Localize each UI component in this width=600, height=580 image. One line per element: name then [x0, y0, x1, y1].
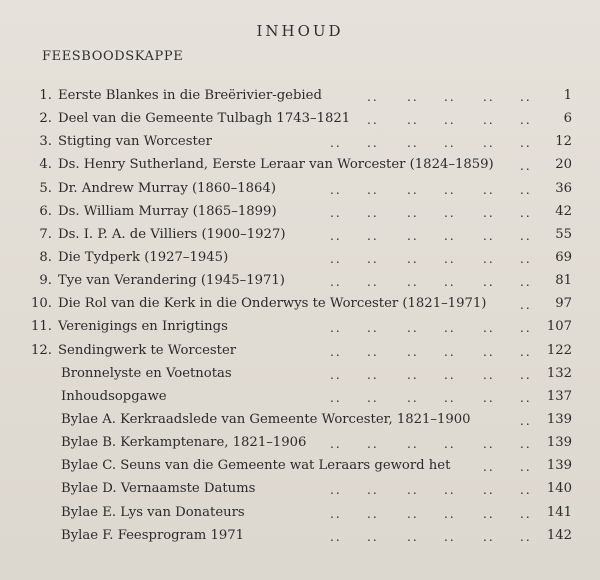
- leader-dot: ..: [444, 483, 456, 498]
- leader-dot: ..: [330, 136, 342, 151]
- leader-dot: ..: [367, 506, 379, 521]
- toc-entry: [0, 200, 600, 223]
- entry-title: Die Tydperk (1927–1945): [58, 249, 229, 265]
- toc-entry: [0, 223, 600, 246]
- leader-dot: ..: [407, 136, 419, 151]
- toc-entry: [0, 385, 600, 408]
- entry-title: Stigting van Worcester: [58, 134, 212, 150]
- leader-dot: ..: [407, 437, 419, 452]
- entry-page-number: 42: [555, 203, 572, 219]
- entry-page-number: 12: [555, 134, 572, 150]
- leader-dot: ..: [444, 506, 456, 521]
- entry-page-number: 140: [546, 481, 572, 497]
- entry-title: Bylae E. Lys van Donateurs: [61, 504, 245, 520]
- leader-dot: ..: [483, 90, 495, 104]
- leader-dot: ..: [444, 275, 456, 290]
- leader-dot: ..: [330, 390, 342, 405]
- entry-number: 4.: [39, 157, 52, 173]
- table-of-contents: [0, 84, 600, 547]
- leader-dot: ..: [520, 228, 532, 243]
- entry-title: Bylae B. Kerkamptenare, 1821–1906: [61, 435, 307, 451]
- leader-dot: ..: [520, 390, 532, 405]
- leader-dot: ..: [367, 529, 379, 544]
- leader-dot: ..: [520, 136, 532, 151]
- leader-dot: ..: [444, 344, 456, 359]
- section-title: FEESBOODSKAPPE: [42, 49, 184, 64]
- toc-entry: [0, 408, 600, 431]
- entry-page-number: 20: [555, 157, 572, 173]
- entry-number: 5.: [39, 180, 52, 196]
- leader-dot: ..: [520, 367, 532, 382]
- toc-entry: [0, 292, 600, 315]
- leader-dot: ..: [330, 251, 342, 266]
- leader-dot: ..: [483, 113, 495, 128]
- leader-dot: ..: [330, 205, 342, 220]
- leader-dot: ..: [367, 113, 379, 128]
- entry-title: Verenigings en Inrigtings: [58, 319, 228, 335]
- toc-entry: [0, 477, 600, 500]
- leader-dot: ..: [444, 251, 456, 266]
- entry-number: 10.: [31, 296, 52, 312]
- entry-page-number: 132: [546, 365, 572, 381]
- entry-page-number: 69: [555, 249, 572, 265]
- leader-dot: ..: [330, 437, 342, 452]
- leader-dot: ..: [483, 228, 495, 243]
- entry-number: 9.: [39, 273, 52, 289]
- leader-dot: ..: [330, 483, 342, 498]
- leader-dot: ..: [407, 251, 419, 266]
- toc-entry: [0, 315, 600, 338]
- leader-dot: ..: [444, 390, 456, 405]
- leader-dot: ..: [407, 205, 419, 220]
- entry-page-number: 1: [563, 88, 572, 103]
- leader-dot: ..: [407, 182, 419, 197]
- leader-dot: ..: [367, 90, 379, 104]
- leader-dot: ..: [367, 228, 379, 243]
- leader-dot: ..: [520, 159, 532, 174]
- entry-page-number: 36: [555, 180, 572, 196]
- toc-entry: [0, 269, 600, 292]
- leader-dot: ..: [407, 321, 419, 336]
- leader-dot: ..: [330, 367, 342, 382]
- toc-entry: [0, 524, 600, 547]
- leader-dot: ..: [330, 275, 342, 290]
- entry-number: 6.: [39, 203, 52, 219]
- entry-page-number: 139: [546, 435, 572, 451]
- leader-dot: ..: [444, 228, 456, 243]
- entry-page-number: 141: [546, 504, 572, 520]
- leader-dot: ..: [444, 367, 456, 382]
- leader-dot: ..: [407, 390, 419, 405]
- toc-entry: [0, 84, 600, 107]
- leader-dot: ..: [483, 182, 495, 197]
- leader-dot: ..: [483, 529, 495, 544]
- entry-page-number: 107: [546, 319, 572, 335]
- leader-dot: ..: [407, 483, 419, 498]
- leader-dot: ..: [367, 321, 379, 336]
- leader-dot: ..: [330, 321, 342, 336]
- leader-dot: ..: [444, 113, 456, 128]
- leader-dot: ..: [367, 205, 379, 220]
- leader-dot: ..: [483, 275, 495, 290]
- entry-number: 8.: [39, 249, 52, 265]
- leader-dot: ..: [520, 182, 532, 197]
- toc-entry: [0, 246, 600, 269]
- leader-dot: ..: [407, 113, 419, 128]
- leader-dot: ..: [330, 228, 342, 243]
- leader-dot: ..: [407, 344, 419, 359]
- leader-dot: ..: [367, 251, 379, 266]
- leader-dot: ..: [520, 483, 532, 498]
- leader-dot: ..: [520, 344, 532, 359]
- entry-title: Ds. William Murray (1865–1899): [58, 203, 277, 219]
- toc-entry: [0, 177, 600, 200]
- leader-dot: ..: [444, 437, 456, 452]
- entry-title: Deel van die Gemeente Tulbagh 1743–1821: [58, 111, 351, 127]
- leader-dot: ..: [483, 483, 495, 498]
- leader-dot: ..: [367, 344, 379, 359]
- toc-entry: [0, 501, 600, 524]
- leader-dot: ..: [483, 136, 495, 151]
- leader-dot: ..: [483, 437, 495, 452]
- leader-dot: ..: [520, 506, 532, 521]
- entry-number: 7.: [39, 226, 52, 242]
- entry-number: 1.: [39, 88, 52, 103]
- leader-dot: ..: [520, 205, 532, 220]
- entry-number: 2.: [39, 111, 52, 127]
- leader-dot: ..: [407, 529, 419, 544]
- leader-dot: ..: [483, 344, 495, 359]
- leader-dot: ..: [407, 90, 419, 104]
- entry-title: Bylae C. Seuns van die Gemeente wat Leraars geword het: [61, 458, 451, 474]
- leader-dot: ..: [330, 529, 342, 544]
- entry-title: Die Rol van die Kerk in die Onderwys te Worcester (1821–1971): [58, 296, 487, 312]
- entry-page-number: 6: [563, 111, 572, 127]
- leader-dot: ..: [330, 506, 342, 521]
- entry-page-number: 97: [555, 296, 572, 312]
- entry-title: Sendingwerk te Worcester: [58, 342, 237, 358]
- leader-dot: ..: [367, 275, 379, 290]
- entry-page-number: 139: [546, 411, 572, 427]
- leader-dot: ..: [367, 182, 379, 197]
- leader-dot: ..: [367, 136, 379, 151]
- leader-dot: ..: [330, 182, 342, 197]
- entry-page-number: 142: [546, 527, 572, 543]
- leader-dot: ..: [444, 136, 456, 151]
- entry-page-number: 81: [555, 273, 572, 289]
- leader-dot: ..: [483, 251, 495, 266]
- leader-dot: ..: [367, 390, 379, 405]
- leader-dot: ..: [520, 437, 532, 452]
- leader-dot: ..: [483, 390, 495, 405]
- entry-title: Dr. Andrew Murray (1860–1864): [58, 180, 276, 196]
- leader-dot: ..: [483, 460, 495, 475]
- entry-number: 3.: [39, 134, 52, 150]
- page-title: INHOUD: [256, 22, 344, 40]
- entry-page-number: 137: [546, 388, 572, 404]
- toc-entry: [0, 431, 600, 454]
- entry-title: Bylae A. Kerkraadslede van Gemeente Worcester, 1821–1900: [61, 411, 471, 427]
- entry-number: 11.: [31, 319, 52, 335]
- leader-dot: ..: [407, 367, 419, 382]
- leader-dot: ..: [367, 367, 379, 382]
- leader-dot: ..: [367, 483, 379, 498]
- leader-dot: ..: [520, 460, 532, 475]
- toc-entry: [0, 107, 600, 130]
- leader-dot: ..: [407, 228, 419, 243]
- leader-dot: ..: [483, 205, 495, 220]
- leader-dot: ..: [444, 529, 456, 544]
- leader-dot: ..: [520, 298, 532, 313]
- entry-title: Ds. Henry Sutherland, Eerste Leraar van Worcester (1824–1859): [58, 157, 494, 173]
- leader-dot: ..: [520, 275, 532, 290]
- leader-dot: ..: [483, 367, 495, 382]
- leader-dot: ..: [520, 251, 532, 266]
- entry-number: 12.: [31, 342, 52, 358]
- leader-dot: ..: [520, 113, 532, 128]
- toc-entry: [0, 130, 600, 153]
- entry-title: Inhoudsopgawe: [61, 388, 167, 404]
- toc-entry: [0, 339, 600, 362]
- leader-dot: ..: [444, 90, 456, 104]
- entry-title: Ds. I. P. A. de Villiers (1900–1927): [58, 226, 286, 242]
- leader-dot: ..: [444, 205, 456, 220]
- entry-title: Tye van Verandering (1945–1971): [58, 273, 285, 289]
- entry-title: Bylae F. Feesprogram 1971: [61, 527, 245, 543]
- entry-title: Bronnelyste en Voetnotas: [61, 365, 232, 381]
- entry-title: Eerste Blankes in die Breërivier-gebied: [58, 88, 322, 103]
- leader-dot: ..: [520, 529, 532, 544]
- leader-dot: ..: [444, 321, 456, 336]
- leader-dot: ..: [483, 321, 495, 336]
- leader-dot: ..: [520, 90, 532, 104]
- toc-entry: [0, 153, 600, 176]
- leader-dot: ..: [483, 506, 495, 521]
- leader-dot: ..: [367, 437, 379, 452]
- toc-entry: [0, 362, 600, 385]
- leader-dot: ..: [520, 413, 532, 428]
- entry-page-number: 55: [555, 226, 572, 242]
- toc-entry: [0, 454, 600, 477]
- leader-dot: ..: [330, 344, 342, 359]
- entry-page-number: 122: [546, 342, 572, 358]
- leader-dot: ..: [520, 321, 532, 336]
- entry-page-number: 139: [546, 458, 572, 474]
- leader-dot: ..: [407, 506, 419, 521]
- leader-dot: ..: [407, 275, 419, 290]
- leader-dot: ..: [444, 182, 456, 197]
- entry-title: Bylae D. Vernaamste Datums: [61, 481, 256, 497]
